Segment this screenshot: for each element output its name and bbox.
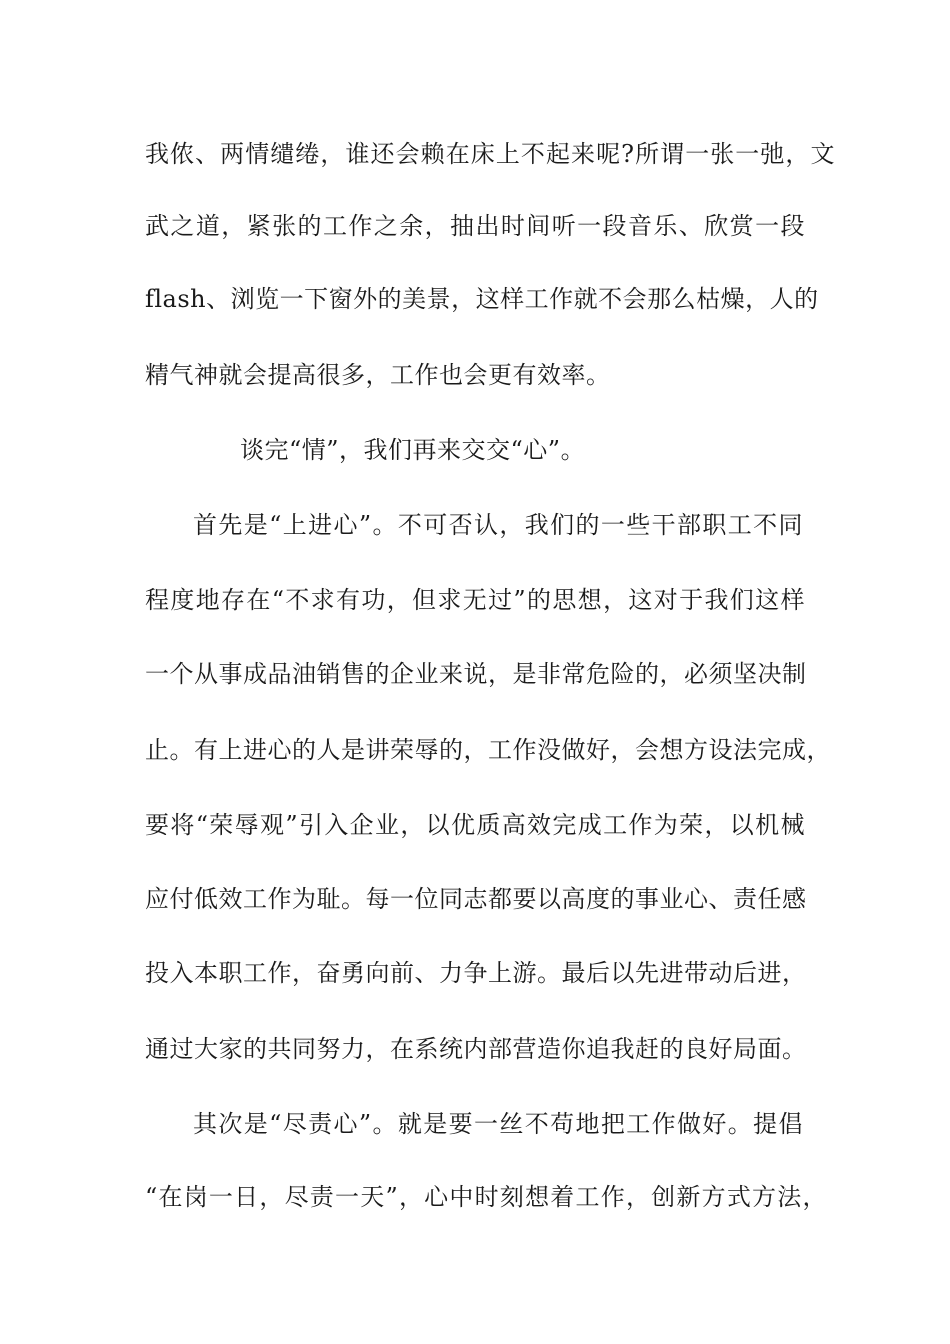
text-line: 其次是“尽责心”。就是要一丝不苟地把工作做好。提倡 xyxy=(193,1110,803,1138)
text-line: 程度地存在“不求有功，但求无过”的思想，这对于我们这样 xyxy=(145,586,805,614)
text-line: 我侬、两情缱绻，谁还会赖在床上不起来呢?所谓一张一弛，文 xyxy=(145,140,835,168)
text-line: 武之道，紧张的工作之余，抽出时间听一段音乐、欣赏一段 xyxy=(145,212,805,240)
text-line: 谈完“情”，我们再来交交“心”。 xyxy=(240,436,586,464)
text-line: 通过大家的共同努力，在系统内部营造你追我赶的良好局面。 xyxy=(145,1035,807,1063)
text-line: 投入本职工作，奋勇向前、力争上游。最后以先进带动后进， xyxy=(145,959,807,987)
text-line: 精气神就会提高很多，工作也会更有效率。 xyxy=(145,361,611,389)
text-line: 首先是“上进心”。不可否认，我们的一些干部职工不同 xyxy=(193,511,803,539)
text-line: 应付低效工作为耻。每一位同志都要以高度的事业心、责任感 xyxy=(145,885,807,913)
text-line: 止。有上进心的人是讲荣辱的，工作没做好，会想方设法完成， xyxy=(145,736,831,764)
text-line: 要将“荣辱观”引入企业，以优质高效完成工作为荣，以机械 xyxy=(145,811,805,839)
text-line: “在岗一日，尽责一天”，心中时刻想着工作，创新方式方法， xyxy=(145,1183,827,1211)
text-line: 一个从事成品油销售的企业来说，是非常危险的，必须坚决制 xyxy=(145,660,807,688)
text-line: flash、浏览一下窗外的美景，这样工作就不会那么枯燥，人的 xyxy=(145,285,819,313)
